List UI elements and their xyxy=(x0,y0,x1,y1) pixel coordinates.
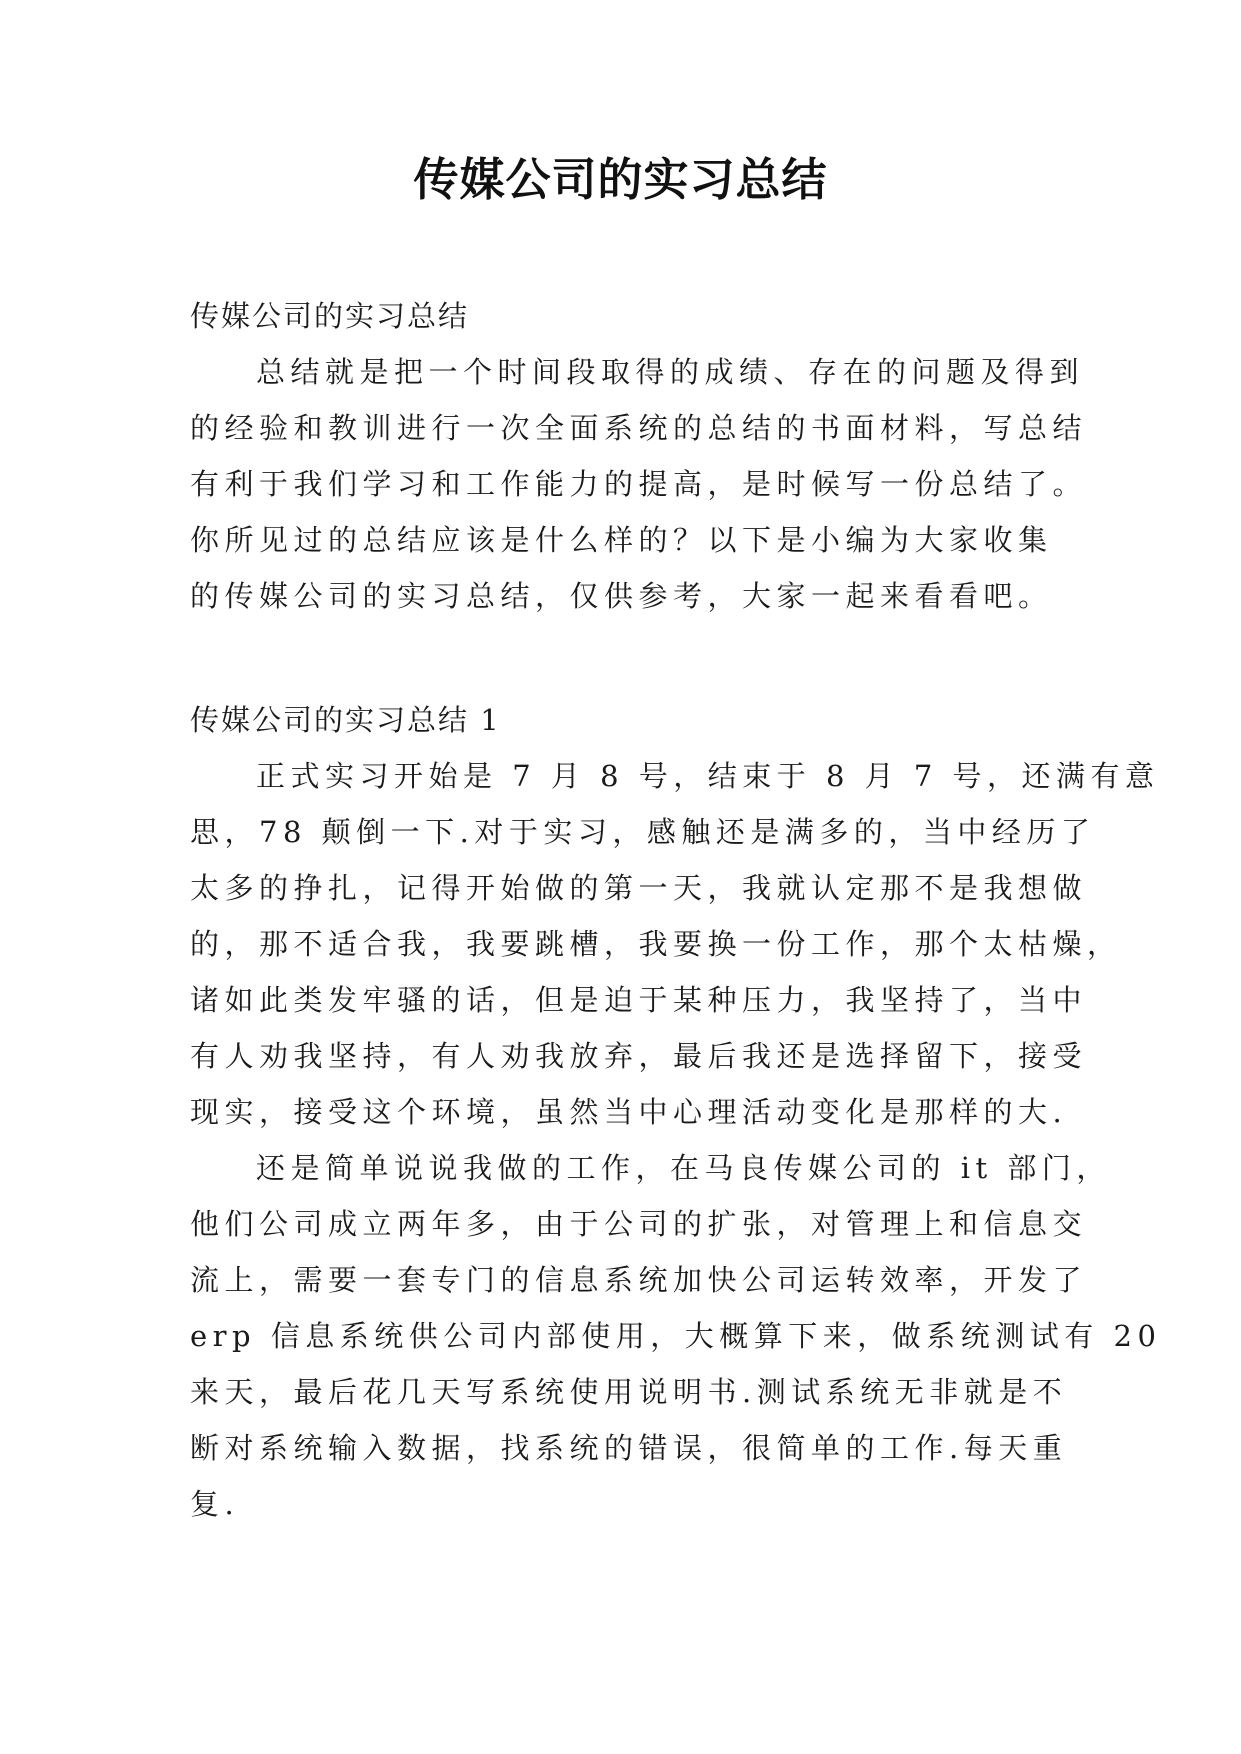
text-line: 的，那不适合我，我要跳槽，我要换一份工作，那个太枯燥， xyxy=(190,927,1122,961)
document-title: 传媒公司的实习总结 xyxy=(413,153,828,206)
text-line: 来天，最后花几天写系统使用说明书.测试系统无非就是不 xyxy=(190,1375,1068,1409)
text-line: 复. xyxy=(190,1487,240,1521)
text-line: erp 信息系统供公司内部使用，大概算下来，做系统测试有 20 xyxy=(190,1319,1162,1353)
text-line: 流上，需要一套专门的信息系统加快公司运转效率，开发了 xyxy=(190,1263,1088,1297)
text-line: 现实，接受这个环境，虽然当中心理活动变化是那样的大. xyxy=(190,1095,1068,1129)
text-line: 的传媒公司的实习总结，仅供参考，大家一起来看看吧。 xyxy=(190,579,1053,613)
text-line: 有人劝我坚持，有人劝我放弃，最后我还是选择留下，接受 xyxy=(190,1039,1088,1073)
text-line: 还是简单说说我做的工作，在马良传媒公司的 it 部门， xyxy=(256,1151,1111,1185)
section-heading: 传媒公司的实习总结 1 xyxy=(190,703,501,737)
text-line: 断对系统输入数据，找系统的错误，很简单的工作.每天重 xyxy=(190,1431,1068,1465)
text-line: 正式实习开始是 7 月 8 号，结束于 8 月 7 号，还满有意 xyxy=(256,759,1160,793)
text-line: 思，78 颠倒一下.对于实习，感触还是满多的，当中经历了 xyxy=(190,815,1096,849)
text-line: 的经验和教训进行一次全面系统的总结的书面材料，写总结 xyxy=(190,411,1088,445)
text-line: 总结就是把一个时间段取得的成绩、存在的问题及得到 xyxy=(256,355,1085,389)
text-line: 有利于我们学习和工作能力的提高，是时候写一份总结了。 xyxy=(190,467,1088,501)
text-line: 诸如此类发牢骚的话，但是迫于某种压力，我坚持了，当中 xyxy=(190,983,1088,1017)
text-line: 你所见过的总结应该是什么样的？以下是小编为大家收集 xyxy=(190,523,1053,557)
intro-heading: 传媒公司的实习总结 xyxy=(190,299,470,333)
text-line: 他们公司成立两年多，由于公司的扩张，对管理上和信息交 xyxy=(190,1207,1088,1241)
text-line: 太多的挣扎，记得开始做的第一天，我就认定那不是我想做 xyxy=(190,871,1088,905)
